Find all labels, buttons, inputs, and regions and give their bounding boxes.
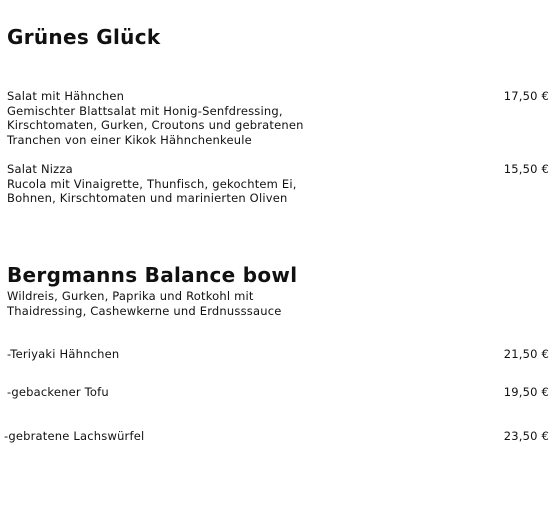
option-name: -Teriyaki Hähnchen [7, 347, 120, 361]
item-description-line: Rucola mit Vinaigrette, Thunfisch, gekochtem Ei, [7, 176, 297, 191]
item-description-line: Gemischter Blattsalat mit Honig-Senfdressing, [7, 103, 283, 118]
option-gebackener-tofu [7, 385, 477, 400]
option-name: -gebratene Lachswürfel [4, 429, 145, 443]
item-description-line: Kirschtomaten, Gurken, Croutons und gebratenen [7, 118, 304, 132]
item-description-line: Bohnen, Kirschtomaten und marinierten Oliven [7, 191, 288, 205]
item-price: 17,50 € [503, 89, 549, 103]
item-name: Salat Nizza [7, 162, 73, 176]
option-gebratene-lachswuerfel [4, 429, 474, 444]
section-title-bergmanns-balance-bowl: Bergmanns Balance bowl [7, 263, 298, 287]
item-name: Salat mit Hähnchen [7, 89, 125, 103]
option-name: -gebackener Tofu [7, 385, 109, 399]
menu-item-salat-nizza [7, 162, 477, 206]
item-price: 15,50 € [503, 162, 549, 176]
option-price: 19,50 € [503, 385, 549, 399]
item-description-line: Tranchen von einer Kikok Hähnchenkeule [7, 132, 252, 147]
option-teriyaki-haehnchen [7, 347, 477, 362]
option-price: 21,50 € [503, 347, 549, 361]
section-title-gruenes-glueck: Grünes Glück [7, 25, 161, 49]
description-line: Thaidressing, Cashewkerne und Erdnusssauce [7, 303, 282, 318]
description-line: Wildreis, Gurken, Paprika und Rotkohl mit [7, 289, 254, 303]
section-description [7, 289, 477, 318]
menu-item-salat-mit-haehnchen [7, 89, 477, 147]
option-price: 23,50 € [503, 429, 549, 443]
